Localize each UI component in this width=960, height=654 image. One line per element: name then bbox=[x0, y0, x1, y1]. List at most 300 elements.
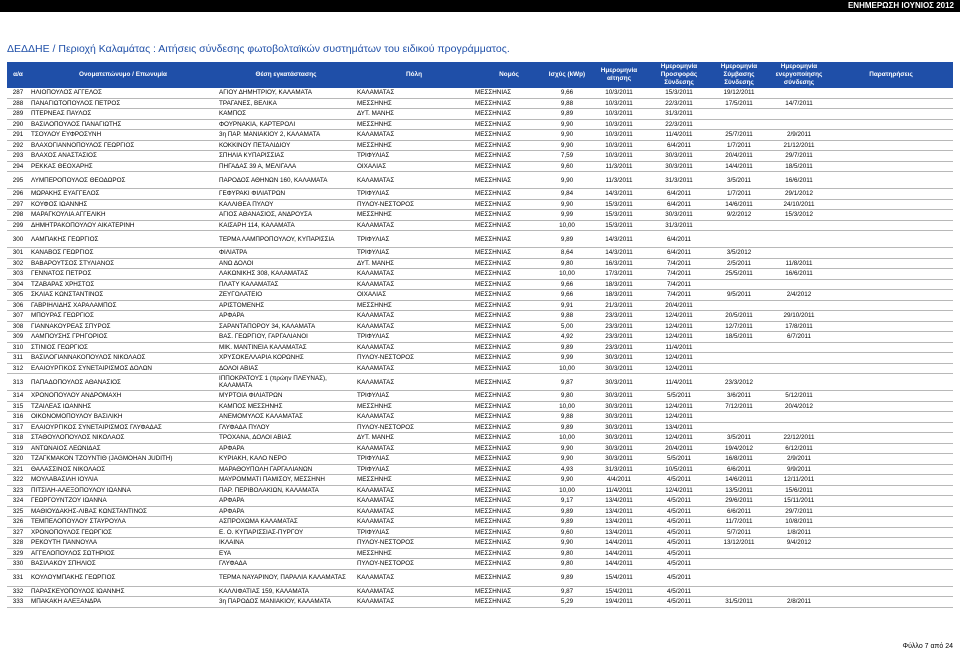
table-cell: 15/3/2011 bbox=[589, 220, 649, 231]
table-cell: ΜΕΣΣΗΝΙΑΣ bbox=[473, 353, 545, 364]
table-cell: ΜΑΥΡΟΜΜΑΤΙ ΠΑΜΙΣΟΥ, ΜΕΣΣΗΝΗ bbox=[217, 475, 355, 486]
table-row bbox=[7, 119, 953, 130]
table-cell: 18/3/2011 bbox=[589, 279, 649, 290]
table-cell bbox=[829, 321, 953, 332]
table-cell: 12/4/2011 bbox=[649, 401, 709, 412]
table-cell: ΚΟΥΦΟΣ ΙΩΑΝΝΗΣ bbox=[29, 199, 217, 210]
table-cell: 4,92 bbox=[545, 332, 589, 343]
table-cell: 9/5/2011 bbox=[709, 290, 769, 301]
table-cell: ΜΕΣΣΗΝΙΑΣ bbox=[473, 290, 545, 301]
table-cell bbox=[769, 422, 829, 433]
table-cell bbox=[709, 569, 769, 586]
table-cell: 11/7/2011 bbox=[709, 517, 769, 528]
table-cell: 20/4/2012 bbox=[769, 401, 829, 412]
table-cell: ΜΕΣΣΗΝΙΑΣ bbox=[473, 140, 545, 151]
table-cell bbox=[709, 353, 769, 364]
table-cell: ΚΑΙΣΑΡΗ 114, ΚΑΛΑΜΑΤΑ bbox=[217, 220, 355, 231]
table-cell: 9,60 bbox=[545, 527, 589, 538]
table-row bbox=[7, 391, 953, 402]
table-cell bbox=[829, 290, 953, 301]
table-cell: 2/5/2011 bbox=[709, 258, 769, 269]
table-cell: ΤΖΑΙΛΕΑΣ ΙΩΑΝΝΗΣ bbox=[29, 401, 217, 412]
table-cell: ΠΥΛΟΥ-ΝΕΣΤΟΡΟΣ bbox=[355, 559, 473, 570]
table-cell: ΑΡΦΑΡΑ bbox=[217, 506, 355, 517]
table-cell: ΡΕΚΟΥΤΗ ΠΑΝΝΟΥΛΑ bbox=[29, 538, 217, 549]
table-cell: 30/3/2011 bbox=[589, 353, 649, 364]
table-cell: 9,89 bbox=[545, 231, 589, 248]
table-cell bbox=[829, 161, 953, 172]
table-cell: ΚΑΛΑΜΑΤΑΣ bbox=[355, 172, 473, 189]
table-cell: ΡΕΚΚΑΣ ΘΕΟΧΑΡΗΣ bbox=[29, 161, 217, 172]
table-cell: ΜΕΣΣΗΝΙΑΣ bbox=[473, 109, 545, 120]
table-row bbox=[7, 538, 953, 549]
table-cell bbox=[769, 231, 829, 248]
table-cell: 290 bbox=[7, 119, 29, 130]
table-cell: ΤΡΟΧΑΝΑ, ΔΟΛΟΙ ΑΒΙΑΣ bbox=[217, 433, 355, 444]
table-cell bbox=[829, 475, 953, 486]
table-cell bbox=[829, 88, 953, 98]
table-cell: 3/5/2011 bbox=[709, 433, 769, 444]
table-row bbox=[7, 231, 953, 248]
table-cell: ΜΕΣΣΗΝΙΑΣ bbox=[473, 422, 545, 433]
table-cell: 21/3/2011 bbox=[589, 300, 649, 311]
table-cell bbox=[709, 342, 769, 353]
table-cell bbox=[829, 140, 953, 151]
table-cell: ΟΙΧΑΛΙΑΣ bbox=[355, 161, 473, 172]
table-cell: 24/10/2011 bbox=[769, 199, 829, 210]
table-cell: 4/5/2011 bbox=[649, 517, 709, 528]
table-cell: 12/4/2011 bbox=[649, 412, 709, 423]
table-cell bbox=[829, 496, 953, 507]
table-cell: ΤΖΑΒΑΡΑΣ ΧΡΗΣΤΟΣ bbox=[29, 279, 217, 290]
table-cell: 10/3/2011 bbox=[589, 98, 649, 109]
table-cell: 20/4/2011 bbox=[649, 443, 709, 454]
table-cell: 21/12/2011 bbox=[769, 140, 829, 151]
table-row bbox=[7, 548, 953, 559]
table-cell: 10/8/2011 bbox=[769, 517, 829, 528]
table-cell: 4/5/2011 bbox=[649, 475, 709, 486]
table-cell: 4/5/2011 bbox=[649, 527, 709, 538]
applications-table bbox=[7, 62, 953, 608]
table-cell bbox=[769, 353, 829, 364]
table-cell: 9/2/2012 bbox=[709, 210, 769, 221]
table-cell: ΕΛΑΙΟΥΡΓΙΚΟΣ ΣΥΝΕΤΑΙΡΙΣΜΟΣ ΓΛΥΦΑΔΑΣ bbox=[29, 422, 217, 433]
table-cell: 9/4/2012 bbox=[769, 538, 829, 549]
table-cell: ΤΡΙΦΥΛΙΑΣ bbox=[355, 151, 473, 162]
table-cell: 296 bbox=[7, 189, 29, 200]
page-title: ΔΕΔΔΗΕ / Περιοχή Καλαμάτας : Αιτήσεις σύνδεσης φωτοβολταϊκών συστημάτων του ειδικού προγράμματος. bbox=[7, 43, 510, 55]
table-cell: 14/4/2011 bbox=[589, 548, 649, 559]
table-cell: ΚΑΝΑΒΟΣ ΓΕΩΡΓΙΟΣ bbox=[29, 248, 217, 259]
table-cell: ΜΕΣΣΗΝΙΑΣ bbox=[473, 269, 545, 280]
table-cell: 303 bbox=[7, 269, 29, 280]
table-cell: ΜΙΚ. ΜΑΝΤΙΝΕΙΑ ΚΑΛΑΜΑΤΑΣ bbox=[217, 342, 355, 353]
table-row bbox=[7, 527, 953, 538]
table-cell: ΜΕΣΣΗΝΙΑΣ bbox=[473, 517, 545, 528]
table-cell: 15/3/2011 bbox=[589, 199, 649, 210]
table-cell bbox=[829, 538, 953, 549]
table-cell: 322 bbox=[7, 475, 29, 486]
table-row bbox=[7, 199, 953, 210]
table-cell: 10,00 bbox=[545, 363, 589, 374]
table-cell: 9,89 bbox=[545, 569, 589, 586]
table-cell: 316 bbox=[7, 412, 29, 423]
table-cell: ΚΑΛΑΜΑΤΑΣ bbox=[355, 279, 473, 290]
table-row bbox=[7, 290, 953, 301]
table-cell: 9,60 bbox=[545, 161, 589, 172]
table-cell: 9,90 bbox=[545, 538, 589, 549]
table-cell: ΜΕΣΣΗΝΙΑΣ bbox=[473, 98, 545, 109]
table-row bbox=[7, 401, 953, 412]
table-cell: ΑΓΓΕΛΟΠΟΥΛΟΣ ΣΩΤΗΡΙΟΣ bbox=[29, 548, 217, 559]
table-cell bbox=[829, 269, 953, 280]
table-cell: 289 bbox=[7, 109, 29, 120]
table-cell: 10/3/2011 bbox=[589, 151, 649, 162]
table-cell: 7/4/2011 bbox=[649, 279, 709, 290]
table-cell: ΜΕΣΣΗΝΙΑΣ bbox=[473, 258, 545, 269]
table-row bbox=[7, 422, 953, 433]
table-row bbox=[7, 569, 953, 586]
table-row bbox=[7, 130, 953, 141]
table-cell: 10/3/2011 bbox=[589, 130, 649, 141]
page-number: Φύλλο 7 από 24 bbox=[902, 643, 953, 650]
table-cell: ΜΕΣΣΗΝΙΑΣ bbox=[473, 88, 545, 98]
table-cell: 5/5/2011 bbox=[649, 454, 709, 465]
table-row bbox=[7, 279, 953, 290]
table-cell: ΓΙΑΝΝΑΚΟΥΡΕΑΣ ΣΠΥΡΟΣ bbox=[29, 321, 217, 332]
table-cell: ΤΡΙΦΥΛΙΑΣ bbox=[355, 231, 473, 248]
table-cell bbox=[829, 109, 953, 120]
table-cell: 23/3/2011 bbox=[589, 342, 649, 353]
table-cell: 12/4/2011 bbox=[649, 353, 709, 364]
table-cell: ΓΕΝΝΑΤΟΣ ΠΕΤΡΟΣ bbox=[29, 269, 217, 280]
update-label: ΕΝΗΜΕΡΩΣΗ ΙΟΥΝΙΟΣ 2012 bbox=[847, 1, 954, 10]
table-cell: ΜΕΣΣΗΝΙΑΣ bbox=[473, 363, 545, 374]
table-cell: 19/12/2011 bbox=[709, 88, 769, 98]
table-cell: ΧΡΟΝΟΠΟΥΛΟΣ ΓΕΩΡΓΙΟΣ bbox=[29, 527, 217, 538]
table-row bbox=[7, 161, 953, 172]
table-cell: 9,87 bbox=[545, 586, 589, 597]
table-row bbox=[7, 98, 953, 109]
table-cell: ΚΑΛΑΜΑΤΑΣ bbox=[355, 485, 473, 496]
table-cell: ΛΑΚΩΝΙΚΗΣ 308, ΚΑΛΑΜΑΤΑΣ bbox=[217, 269, 355, 280]
table-cell: ΜΕΣΣΗΝΙΑΣ bbox=[473, 311, 545, 322]
table-cell: 7/12/2011 bbox=[709, 401, 769, 412]
table-cell: ΜΕΣΣΗΝΙΑΣ bbox=[473, 119, 545, 130]
table-cell: 3/5/2011 bbox=[709, 172, 769, 189]
table-cell: 10,00 bbox=[545, 433, 589, 444]
table-cell: 20/4/2011 bbox=[649, 300, 709, 311]
table-row bbox=[7, 300, 953, 311]
table-cell: 25/7/2011 bbox=[709, 130, 769, 141]
table-cell: 287 bbox=[7, 88, 29, 98]
table-cell: 12/4/2011 bbox=[649, 433, 709, 444]
table-cell: ΑΡΙΣΤΟΜΕΝΗΣ bbox=[217, 300, 355, 311]
table-cell: 5/12/2011 bbox=[769, 391, 829, 402]
table-cell: ΠΥΛΟΥ-ΝΕΣΤΟΡΟΣ bbox=[355, 199, 473, 210]
table-cell: 10,00 bbox=[545, 485, 589, 496]
table-cell: ΖΕΥΓΟΛΑΤΕΙΟ bbox=[217, 290, 355, 301]
table-cell: 12/4/2011 bbox=[649, 363, 709, 374]
table-cell: ΜΕΣΣΗΝΙΑΣ bbox=[473, 300, 545, 311]
table-cell: ΜΕΣΣΗΝΙΑΣ bbox=[473, 342, 545, 353]
table-cell: 30/3/2011 bbox=[589, 412, 649, 423]
table-cell: ΓΕΩΡΓΟΥΝΤΖΟΥ ΙΩΑΝΝΑ bbox=[29, 496, 217, 507]
table-cell bbox=[769, 412, 829, 423]
table-cell: ΜΕΣΣΗΝΙΑΣ bbox=[473, 559, 545, 570]
table-cell: ΤΕΡΜΑ ΛΑΜΠΡΟΠΟΥΛΟΥ, ΚΥΠΑΡΙΣΣΙΑ bbox=[217, 231, 355, 248]
column-header: α/α bbox=[7, 62, 29, 88]
table-cell: 9,84 bbox=[545, 189, 589, 200]
table-cell: 2/4/2012 bbox=[769, 290, 829, 301]
table-row bbox=[7, 332, 953, 343]
table-cell: ΜΕΣΣΗΝΙΑΣ bbox=[473, 485, 545, 496]
table-cell bbox=[829, 422, 953, 433]
table-body bbox=[7, 88, 953, 607]
table-cell: 9,99 bbox=[545, 210, 589, 221]
table-cell: 15/3/2012 bbox=[769, 210, 829, 221]
table-cell: 16/6/2011 bbox=[769, 269, 829, 280]
table-cell: 10/3/2011 bbox=[589, 109, 649, 120]
table-cell: 312 bbox=[7, 363, 29, 374]
table-cell: 15/6/2011 bbox=[769, 485, 829, 496]
table-cell: 4/5/2011 bbox=[649, 496, 709, 507]
table-cell: 9,17 bbox=[545, 496, 589, 507]
table-cell: 17/3/2011 bbox=[589, 269, 649, 280]
table-cell: 295 bbox=[7, 172, 29, 189]
table-cell: ΔΟΛΟΙ ΑΒΙΑΣ bbox=[217, 363, 355, 374]
table-cell bbox=[829, 189, 953, 200]
table-cell: ΜΕΣΣΗΝΙΑΣ bbox=[473, 391, 545, 402]
table-cell bbox=[829, 443, 953, 454]
table-cell: 11/8/2011 bbox=[769, 258, 829, 269]
table-cell: ΠΥΛΟΥ-ΝΕΣΤΟΡΟΣ bbox=[355, 538, 473, 549]
table-cell bbox=[829, 210, 953, 221]
table-cell: 9,66 bbox=[545, 290, 589, 301]
table-cell: 18/3/2011 bbox=[589, 290, 649, 301]
table-cell: 15/4/2011 bbox=[589, 569, 649, 586]
table-cell bbox=[829, 311, 953, 322]
table-cell: 331 bbox=[7, 569, 29, 586]
table-row bbox=[7, 454, 953, 465]
table-cell: 6/4/2011 bbox=[649, 189, 709, 200]
table-cell: 328 bbox=[7, 538, 29, 549]
table-row bbox=[7, 363, 953, 374]
table-cell: 293 bbox=[7, 151, 29, 162]
table-cell: ΔΗΜΗΤΡΑΚΟΠΟΥΛΟΥ ΑΙΚΑΤΕΡΙΝΗ bbox=[29, 220, 217, 231]
table-cell: 297 bbox=[7, 199, 29, 210]
table-cell: 6/4/2011 bbox=[649, 248, 709, 259]
table-cell: ΒΛΑΧΟΣ ΑΝΑΣΤΑΣΙΟΣ bbox=[29, 151, 217, 162]
column-header: Ονοματεπώνυμο / Επωνυμία bbox=[29, 62, 217, 88]
table-cell: ΜΩΡΑΚΗΣ ΕΥΑΓΓΕΛΟΣ bbox=[29, 189, 217, 200]
table-cell: ΜΕΣΣΗΝΗΣ bbox=[355, 300, 473, 311]
table-cell: 5/7/2011 bbox=[709, 527, 769, 538]
table-cell: 4/5/2011 bbox=[649, 538, 709, 549]
table-cell: ΜΕΣΣΗΝΗΣ bbox=[355, 401, 473, 412]
table-cell: 10/3/2011 bbox=[589, 119, 649, 130]
table-cell: 9,89 bbox=[545, 422, 589, 433]
table-cell: 7,59 bbox=[545, 151, 589, 162]
table-cell: 9,89 bbox=[545, 517, 589, 528]
table-cell: 2/8/2011 bbox=[769, 597, 829, 608]
table-row bbox=[7, 342, 953, 353]
table-cell: ΚΑΛΑΜΑΤΑΣ bbox=[355, 342, 473, 353]
table-cell: 7/4/2011 bbox=[649, 269, 709, 280]
table-cell: ΜΕΣΣΗΝΙΑΣ bbox=[473, 151, 545, 162]
table-cell: 4/5/2011 bbox=[649, 548, 709, 559]
table-cell bbox=[709, 412, 769, 423]
table-cell: 17/8/2011 bbox=[769, 321, 829, 332]
table-cell: ΚΑΜΠΟΣ bbox=[217, 109, 355, 120]
table-cell: 30/3/2011 bbox=[589, 443, 649, 454]
table-cell: 15/11/2011 bbox=[769, 496, 829, 507]
table-cell: ΣΑΡΑΝΤΑΠΟΡΟΥ 34, ΚΑΛΑΜΑΤΑ bbox=[217, 321, 355, 332]
table-cell: 320 bbox=[7, 454, 29, 465]
table-cell: 10,00 bbox=[545, 269, 589, 280]
table-cell: ΣΤΙΝΙΟΣ ΓΕΩΡΓΙΟΣ bbox=[29, 342, 217, 353]
table-cell: ΔΥΤ. ΜΑΝΗΣ bbox=[355, 433, 473, 444]
table-cell: ΤΡΙΦΥΛΙΑΣ bbox=[355, 189, 473, 200]
table-cell: ΜΕΣΣΗΝΙΑΣ bbox=[473, 248, 545, 259]
table-cell: ΠΑΠΑΔΟΠΟΥΛΟΣ ΑΘΑΝΑΣΙΟΣ bbox=[29, 374, 217, 391]
table-cell bbox=[829, 119, 953, 130]
table-row bbox=[7, 485, 953, 496]
table-cell: 294 bbox=[7, 161, 29, 172]
table-cell bbox=[829, 464, 953, 475]
table-cell bbox=[829, 363, 953, 374]
table-cell: ΤΡΙΦΥΛΙΑΣ bbox=[355, 464, 473, 475]
table-cell: ΚΑΜΠΟΣ ΜΕΣΣΗΝΗΣ bbox=[217, 401, 355, 412]
table-cell bbox=[709, 231, 769, 248]
table-cell: 329 bbox=[7, 548, 29, 559]
table-cell: 9,80 bbox=[545, 258, 589, 269]
table-cell: 20/5/2011 bbox=[709, 311, 769, 322]
table-cell: 10,00 bbox=[545, 401, 589, 412]
table-cell: Ε. Ο. ΚΥΠΑΡΙΣΣΙΑΣ-ΠΥΡΓΟΥ bbox=[217, 527, 355, 538]
table-cell: ΚΑΛΑΜΑΤΑΣ bbox=[355, 130, 473, 141]
table-cell: ΠΛΑΤΥ ΚΑΛΑΜΑΤΑΣ bbox=[217, 279, 355, 290]
column-header: Ημερομηνία Σύμβασης Σύνδεσης bbox=[709, 62, 769, 88]
table-cell: 22/12/2011 bbox=[769, 433, 829, 444]
table-cell bbox=[709, 220, 769, 231]
table-cell: ΤΡΙΦΥΛΙΑΣ bbox=[355, 391, 473, 402]
table-row bbox=[7, 88, 953, 98]
table-cell: 299 bbox=[7, 220, 29, 231]
table-cell: 14/7/2011 bbox=[769, 98, 829, 109]
table-cell: 6/12/2011 bbox=[769, 443, 829, 454]
table-row bbox=[7, 140, 953, 151]
table-cell: 9,80 bbox=[545, 559, 589, 570]
table-cell: ΤΡΑΓΑΝΕΣ, ΒΕΛΙΚΑ bbox=[217, 98, 355, 109]
table-cell: ΒΑΣΙΛΑΚΟΥ ΣΠΗΛΙΟΣ bbox=[29, 559, 217, 570]
table-cell: ΦΙΛΙΑΤΡΑ bbox=[217, 248, 355, 259]
table-cell: 2/9/2011 bbox=[769, 130, 829, 141]
table-cell: ΜΕΣΣΗΝΙΑΣ bbox=[473, 172, 545, 189]
table-cell: ΜΕΣΣΗΝΙΑΣ bbox=[473, 321, 545, 332]
table-cell: ΜΕΣΣΗΝΙΑΣ bbox=[473, 548, 545, 559]
table-cell: ΚΑΛΑΜΑΤΑΣ bbox=[355, 506, 473, 517]
table-cell: 319 bbox=[7, 443, 29, 454]
table-cell bbox=[829, 569, 953, 586]
table-cell bbox=[829, 220, 953, 231]
table-cell: 19/4/2011 bbox=[589, 597, 649, 608]
table-cell: 307 bbox=[7, 311, 29, 322]
table-cell: ΚΑΛΑΜΑΤΑΣ bbox=[355, 311, 473, 322]
table-cell: 30/3/2011 bbox=[589, 363, 649, 374]
table-cell: ΚΑΛΑΜΑΤΑΣ bbox=[355, 220, 473, 231]
table-cell: 14/4/2011 bbox=[589, 559, 649, 570]
table-cell: ΠΑΡ. ΠΕΡΙΒΟΛΑΚΙΩΝ, ΚΑΛΑΜΑΤΑ bbox=[217, 485, 355, 496]
table-cell: ΜΕΣΣΗΝΗΣ bbox=[355, 119, 473, 130]
table-cell: ΚΑΛΑΜΑΤΑΣ bbox=[355, 412, 473, 423]
table-cell: 6/7/2011 bbox=[769, 332, 829, 343]
table-cell bbox=[769, 119, 829, 130]
table-cell: ΜΕΣΣΗΝΙΑΣ bbox=[473, 496, 545, 507]
table-cell: 14/4/2011 bbox=[709, 161, 769, 172]
table-cell bbox=[709, 422, 769, 433]
table-cell: 6/4/2011 bbox=[649, 231, 709, 248]
table-cell bbox=[769, 109, 829, 120]
table-row bbox=[7, 374, 953, 391]
table-cell bbox=[829, 374, 953, 391]
table-cell: 16/8/2011 bbox=[709, 454, 769, 465]
table-cell bbox=[709, 363, 769, 374]
column-header: Ημερομηνία αίτησης bbox=[589, 62, 649, 88]
table-cell: 13/4/2011 bbox=[589, 517, 649, 528]
top-bar bbox=[0, 0, 960, 12]
table-cell bbox=[829, 597, 953, 608]
table-row bbox=[7, 189, 953, 200]
table-cell: ΚΑΛΑΜΑΤΑΣ bbox=[355, 569, 473, 586]
table-cell: 9,89 bbox=[545, 342, 589, 353]
table-cell: 5/5/2011 bbox=[649, 391, 709, 402]
table-cell: ΜΕΣΣΗΝΙΑΣ bbox=[473, 597, 545, 608]
table-cell: 11/4/2011 bbox=[649, 374, 709, 391]
table-cell: 288 bbox=[7, 98, 29, 109]
table-cell bbox=[829, 506, 953, 517]
table-cell: 16/6/2011 bbox=[769, 172, 829, 189]
table-cell: 30/3/2011 bbox=[589, 422, 649, 433]
table-cell bbox=[829, 586, 953, 597]
table-cell bbox=[829, 258, 953, 269]
table-cell bbox=[769, 220, 829, 231]
table-cell: 9,90 bbox=[545, 119, 589, 130]
table-cell bbox=[829, 98, 953, 109]
table-cell: 4/5/2011 bbox=[649, 597, 709, 608]
table-cell: 12/11/2011 bbox=[769, 475, 829, 486]
table-cell: ΔΥΤ. ΜΑΝΗΣ bbox=[355, 109, 473, 120]
table-cell: 6/4/2011 bbox=[649, 199, 709, 210]
table-cell: ΜΕΣΣΗΝΙΑΣ bbox=[473, 332, 545, 343]
table-cell bbox=[829, 300, 953, 311]
table-cell: ΚΑΛΑΜΑΤΑΣ bbox=[355, 88, 473, 98]
table-cell: 13/4/2011 bbox=[649, 422, 709, 433]
table-cell: 15/4/2011 bbox=[589, 586, 649, 597]
table-row bbox=[7, 248, 953, 259]
table-cell: 4/5/2011 bbox=[649, 559, 709, 570]
table-cell: ΜΕΣΣΗΝΙΑΣ bbox=[473, 161, 545, 172]
table-cell: 308 bbox=[7, 321, 29, 332]
table-cell: ΚΟΚΚΙΝΟΥ ΠΕΤΑΛΙΔΙΟΥ bbox=[217, 140, 355, 151]
table-cell: 31/3/2011 bbox=[649, 172, 709, 189]
table-cell: 18/5/2011 bbox=[769, 161, 829, 172]
table-cell: ΜΕΣΣΗΝΗΣ bbox=[355, 140, 473, 151]
table-cell: 17/5/2011 bbox=[709, 98, 769, 109]
table-cell: 321 bbox=[7, 464, 29, 475]
table-row bbox=[7, 433, 953, 444]
table-cell: ΒΑΒΑΡΟΥΤΣΟΣ ΣΤΥΛΙΑΝΟΣ bbox=[29, 258, 217, 269]
